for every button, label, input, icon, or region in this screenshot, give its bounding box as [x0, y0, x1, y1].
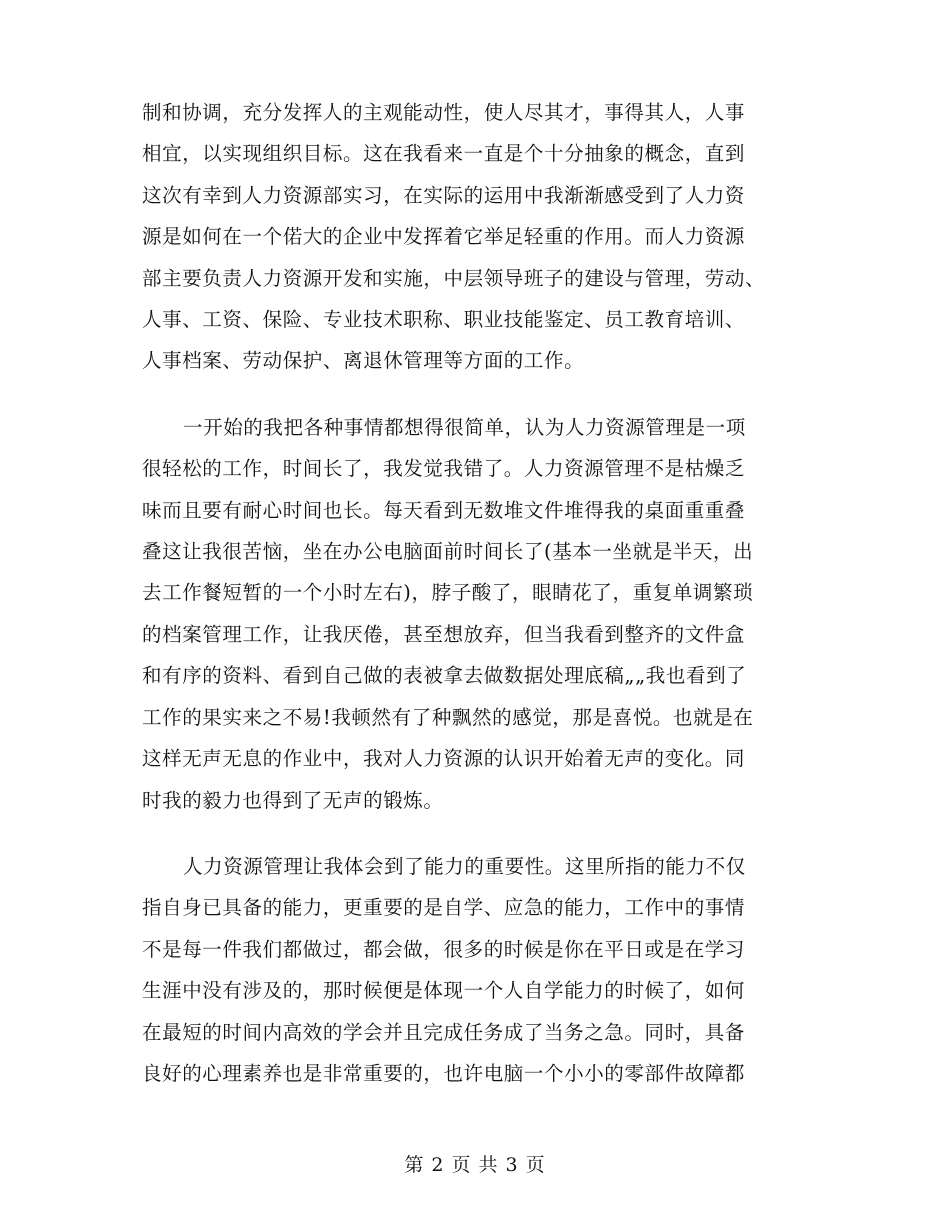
text-line: 时我的毅力也得到了无声的锻炼。 [142, 788, 444, 812]
text-line: 良好的心理素养也是非常重要的，也许电脑一个小小的零部件故障都 [142, 1061, 746, 1085]
text-line: 生涯中没有涉及的，那时候便是体现一个人自学能力的时候了，如何 [142, 979, 746, 1003]
text-line: 去工作餐短暂的一个小时左右)，脖子酸了，眼睛花了，重复单调繁琐 [142, 581, 754, 605]
paragraph-2 [142, 407, 807, 821]
text-line: 很轻松的工作，时间长了，我发觉我错了。人力资源管理不是枯燥乏 [142, 457, 746, 481]
text-line: 这样无声无息的作业中，我对人力资源的认识开始着无声的变化。同 [142, 747, 746, 771]
text-line: 制和协调，充分发挥人的主观能动性，使人尽其才，事得其人，人事 [142, 101, 746, 124]
text-line: 叠这让我很苦恼，坐在办公电脑面前时间长了(基本一坐就是半天，出 [142, 540, 754, 564]
text-line: 指自身已具备的能力，更重要的是自学、应急的能力，工作中的事情 [142, 896, 746, 920]
document-body [142, 92, 807, 1094]
text-line: 的档案管理工作，让我厌倦，甚至想放弃，但当我看到整齐的文件盒 [142, 622, 746, 646]
text-line-indented: 一开始的我把各种事情都想得很简单，认为人力资源管理是一项 [183, 415, 746, 439]
text-line: 这次有幸到人力资源部实习，在实际的运用中我渐渐感受到了人力资 [142, 183, 746, 207]
text-line: 人事、工资、保险、专业技术职称、职业技能鉴定、员工教育培训、 [142, 308, 746, 332]
text-line: 相宜，以实现组织目标。这在我看来一直是个十分抽象的概念，直到 [142, 142, 746, 166]
page-footer: 第 2 页 共 3 页 [404, 1154, 546, 1176]
text-line: 在最短的时间内高效的学会并且完成任务成了当务之急。同时，具备 [142, 1020, 746, 1044]
text-line: 和有序的资料、看到自己做的表被拿去做数据处理底稿„„我也看到了 [142, 664, 747, 688]
text-line: 源是如何在一个偌大的企业中发挥着它举足轻重的作用。而人力资源 [142, 225, 746, 249]
text-line: 人事档案、劳动保护、离退休管理等方面的工作。 [142, 349, 585, 373]
text-line-indented: 人力资源管理让我体会到了能力的重要性。这里所指的能力不仅 [183, 854, 746, 878]
text-line: 部主要负责人力资源开发和实施，中层领导班子的建设与管理，劳动、 [142, 266, 766, 290]
paragraph-3 [142, 846, 807, 1094]
text-line: 工作的果实来之不易!我顿然有了种飘然的感觉，那是喜悦。也就是在 [142, 705, 754, 729]
text-line: 味而且要有耐心时间也长。每天看到无数堆文件堆得我的桌面重重叠 [142, 498, 746, 522]
text-line: 不是每一件我们都做过，都会做，很多的时候是你在平日或是在学习 [142, 937, 746, 961]
paragraph-1 [142, 92, 807, 382]
